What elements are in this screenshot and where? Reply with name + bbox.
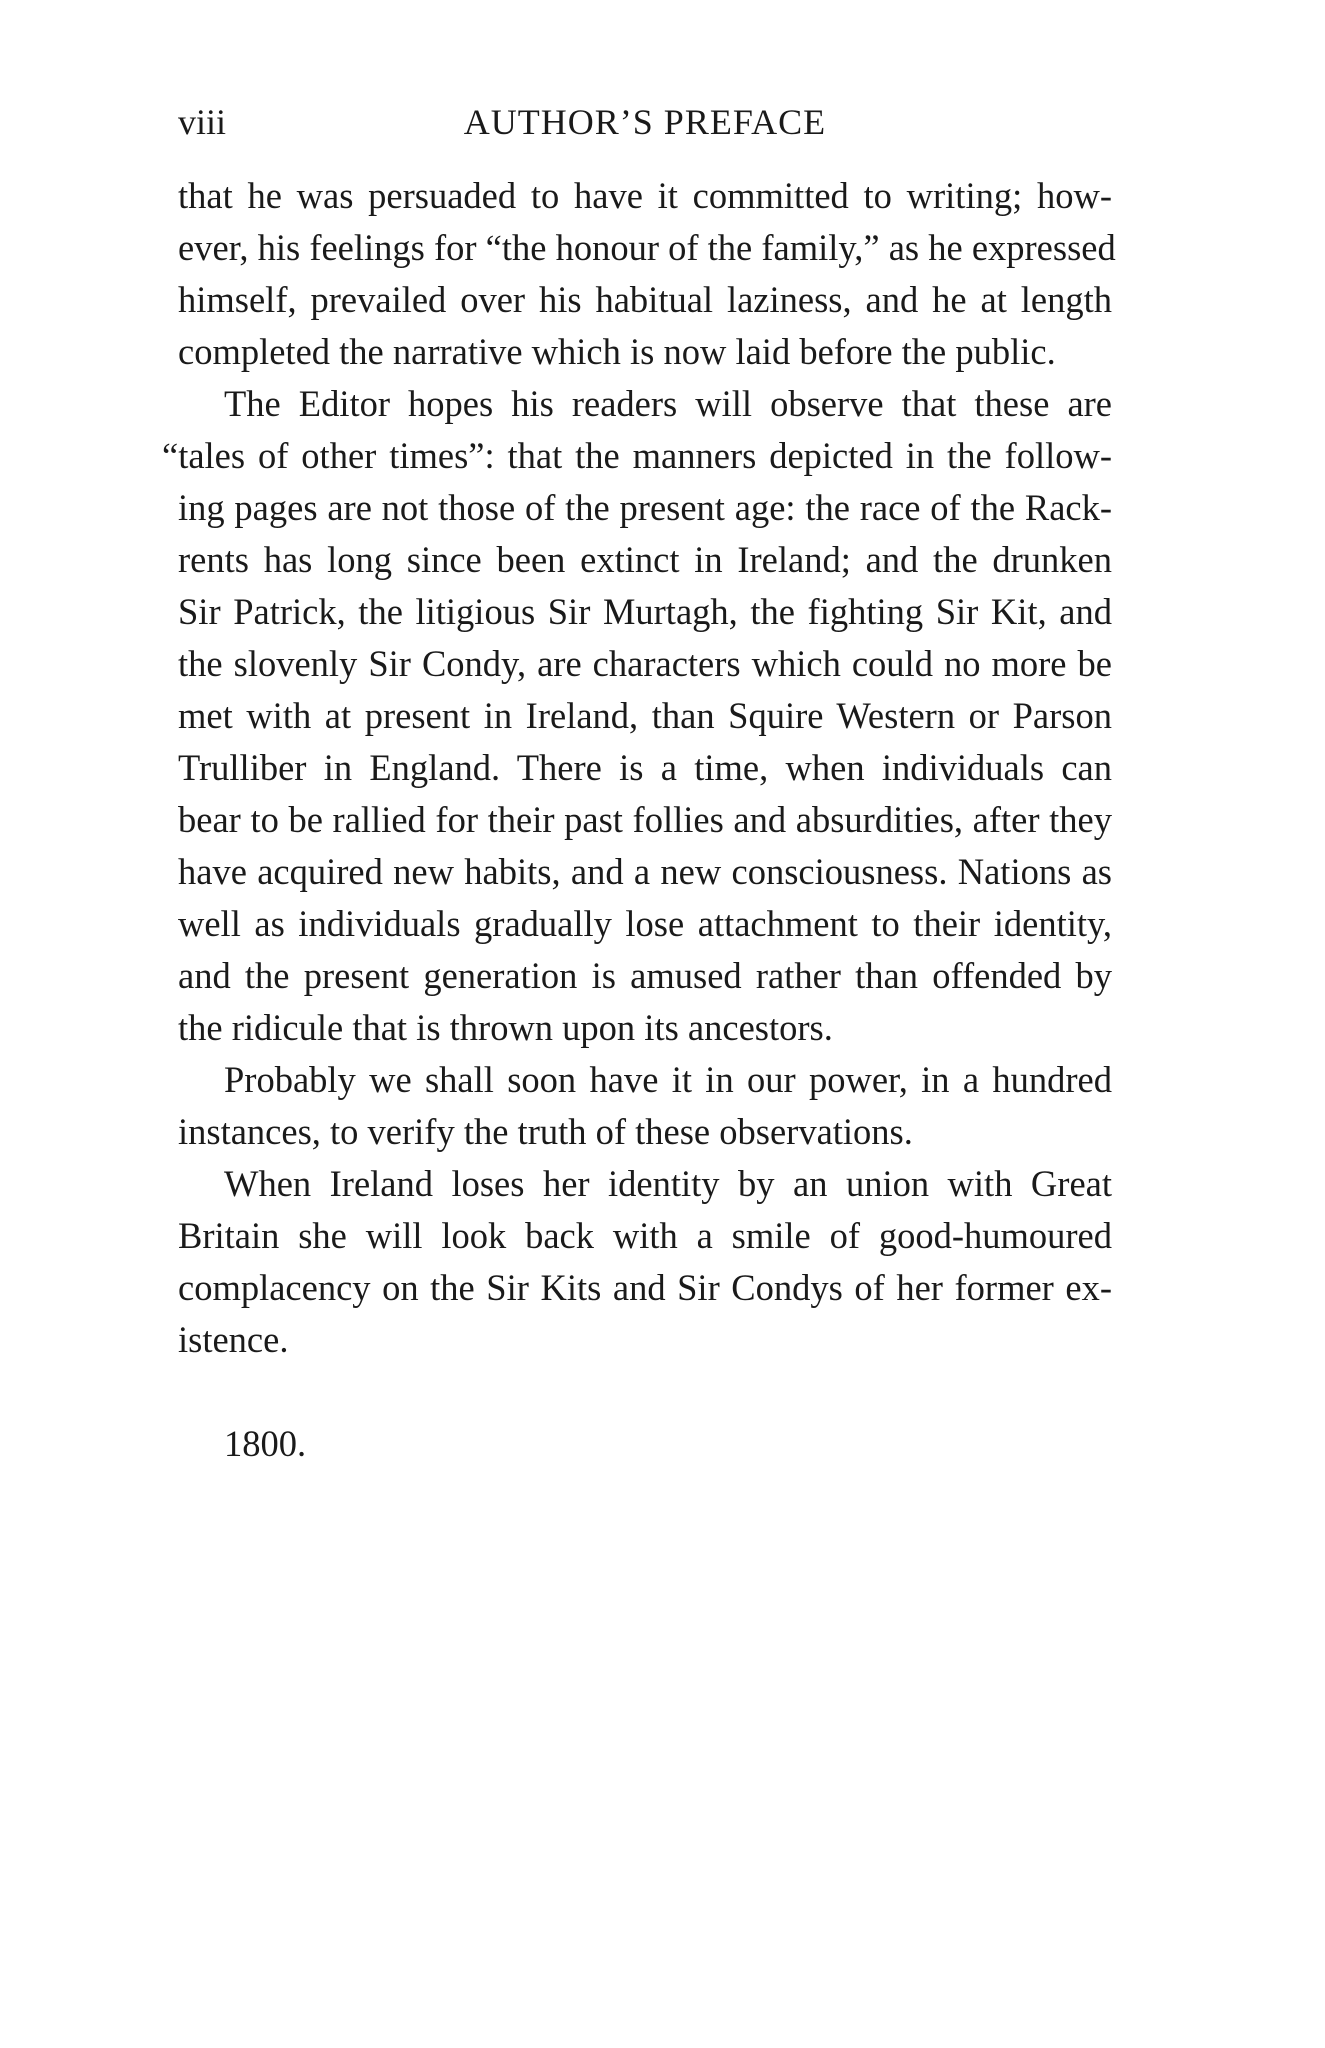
text-line: ing pages are not those of the present age: the race of the Rack- <box>178 487 1112 528</box>
text-line: that he was persuaded to have it committed to writing; how- <box>178 175 1112 216</box>
text-line: the ridicule that is thrown upon its ancestors. <box>178 1007 833 1048</box>
text-line: completed the narrative which is now laid before the public. <box>178 331 1056 372</box>
dateline: 1800. <box>224 1423 307 1464</box>
text-line: Probably we shall soon have it in our power, in a hundred <box>224 1059 1112 1100</box>
text-line: ever, his feelings for “the honour of the family,” as he expressed <box>178 227 1116 268</box>
text-line: met with at present in Ireland, than Squire Western or Parson <box>178 695 1112 736</box>
text-line: himself, prevailed over his habitual laziness, and he at length <box>178 279 1112 320</box>
text-line: instances, to verify the truth of these observations. <box>178 1111 913 1152</box>
text-line: rents has long since been extinct in Ireland; and the drunken <box>178 539 1112 580</box>
text-line: well as individuals gradually lose attachment to their identity, <box>178 903 1112 944</box>
text-line: have acquired new habits, and a new consciousness. Nations as <box>178 851 1112 892</box>
running-head <box>178 96 1112 148</box>
text-line: The Editor hopes his readers will observe that these are <box>224 383 1112 424</box>
text-line: complacency on the Sir Kits and Sir Condys of her former ex- <box>178 1267 1112 1308</box>
running-title: AUTHOR’S PREFACE <box>463 102 827 142</box>
text-line: When Ireland loses her identity by an union with Great <box>224 1163 1112 1204</box>
text-line: Trulliber in England. There is a time, when individuals can <box>178 747 1112 788</box>
text-line: Britain she will look back with a smile of good-humoured <box>178 1215 1112 1256</box>
text-line: “tales of other times”: that the manners depicted in the follow- <box>162 435 1112 476</box>
text-line: istence. <box>178 1319 289 1360</box>
text-line: Sir Patrick, the litigious Sir Murtagh, the fighting Sir Kit, and <box>178 591 1112 632</box>
text-line: the slovenly Sir Condy, are characters which could no more be <box>178 643 1112 684</box>
text-line: bear to be rallied for their past follies and absurdities, after they <box>178 799 1112 840</box>
preface-body <box>162 170 1116 1366</box>
page-number: viii <box>178 102 227 142</box>
text-line: and the present generation is amused rather than offended by <box>178 955 1112 996</box>
